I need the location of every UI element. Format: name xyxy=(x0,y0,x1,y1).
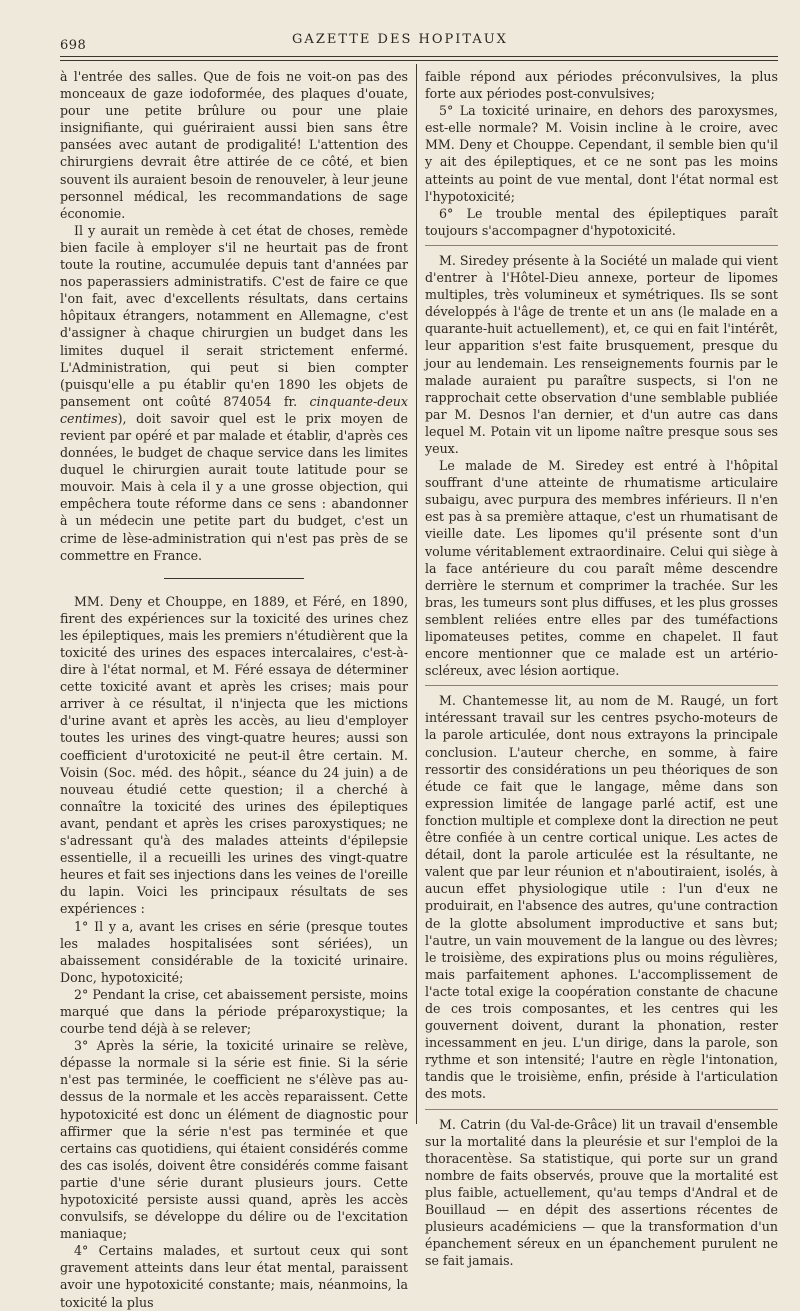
section-separator xyxy=(425,245,778,246)
page-number: 698 xyxy=(60,38,87,53)
list-item: 4° Certains malades, et surtout ceux qui sont gravement atteints dans leur état mental, paraissent avoir une hypotoxicité constante; mais, néanmoins, la toxicité la plus xyxy=(60,1243,408,1310)
column-divider xyxy=(416,64,417,1124)
section-separator xyxy=(425,685,778,686)
list-item: 6° Le trouble mental des épileptiques paraît toujours s'accompagner d'hypotoxicité. xyxy=(425,205,778,238)
paragraph xyxy=(60,222,408,564)
paragraph: M. Siredey présente à la Société un malade qui vient d'entrer à l'Hôtel-Dieu annexe, porteur de lipomes multiples, très volumineux et symétriques. Ils se sont développés à l'âge de trente et un ans (le malade en a quarante-huit actuellement), et, ce qui en fait l'intérêt, leur apparition s'est faite brusquement, presque du jour au lendemain. Les renseignements fournis par le malade auraient pu paraître suspects, si l'on ne rapprochait cette observation d'une semblable publiée par M. Desnos l'an dernier, et d'un autre cas dans lequel M. Potain vit un lipome naître presque sous ses yeux. xyxy=(425,252,778,456)
section-separator xyxy=(164,578,304,579)
paragraph: Le malade de M. Siredey est entré à l'hôpital souffrant d'une atteinte de rhumatisme articulaire subaigu, avec purpura des membres inférieurs. Il n'en est pas à sa première attaque, c'est un rhumatisant de vieille date. Les lipomes qu'il présente sont d'un volume véritablement extraordinaire. Celui qui siège à la face antérieure du cou paraît même descendre derrière le sternum et comprimer la trachée. Sur les bras, les tumeurs sont plus diffuses, et les plus grosses semblent reliées entre elles par des tuméfactions lipomateuses petites, comme en chapelet. Il faut encore mentionner que ce malade est un artério-scléreux, avec lésion aortique. xyxy=(425,458,778,679)
paragraph: à l'entrée des salles. Que de fois ne voit-on pas des monceaux de gaze iodoformée, des plaques d'ouate, pour une petite brûlure ou pour une plaie insignifiante, qui guériraient aussi bien sans être pansées avec autant de prodigalité! L'attention des chirurgiens devrait être attirée de ce côté, et bien souvent ils auraient besoin de renouveler, à leur jeune personnel médical, les recommandations de sage économie. xyxy=(60,69,408,221)
paragraph: M. Chantemesse lit, au nom de M. Raugé, un fort intéressant travail sur les centres psycho-moteurs de la parole articulée, dont nous extrayons la principale conclusion. L'auteur cherche, en somme, à faire ressortir des considérations un peu théoriques de son étude ce fait que le langage, même dans son expression limitée de langage parlé actif, est une fonction multiple et complexe dont la direction ne peut être confiée à un centre cortical unique. Les actes de détail, dont la parole articulée est la résultante, ne valent que par leur réunion et n'aboutiraient, isolés, à aucun effet physiologique utile : l'un d'eux ne produirait, en l'absence des autres, qu'une contraction de la glotte absolument improductive et sans but; l'autre, un vain mouvement de la langue ou des lèvres; le troisième, des expirations plus ou moins régulières, mais parfaitement aphones. L'accomplissement de l'acte total exige la coopération constante de chacune de ces trois composantes, et les centres qui les gouvernent doivent, durant la phonation, rester incessamment en jeu. L'un dirige, dans la parole, son rythme et son intensité; l'autre en règle l'intonation, tandis que le troisième, enfin, préside à l'articulation des mots. xyxy=(425,693,778,1102)
paragraph: faible répond aux périodes préconvulsives, la plus forte aux périodes post-convulsives; xyxy=(425,69,778,102)
list-item: 3° Après la série, la toxicité urinaire se relève, dépasse la normale si la série est finie. Si la série n'est pas terminée, le coefficient ne s'élève pas au-dessus de la normale et les accès reparaissent. Cette hypotoxicité est donc un élément de diagnostic pour affirmer que la série n'est pas terminée et que certains cas quotidiens, qui étaient considérés comme des cas isolés, doivent être considérés comme faisant partie d'une série durant plusieurs jours. Cette hypotoxicité persiste aussi quand, après les accès convulsifs, se développe du délire ou de l'excitation maniaque; xyxy=(60,1038,408,1242)
right-column xyxy=(425,68,778,1269)
list-item: 5° La toxicité urinaire, en dehors des paroxysmes, est-elle normale? M. Voisin incline à le croire, avec MM. Deny et Chouppe. Cependant, il semble bien qu'il y ait des épileptiques, et ce ne sont pas les moins atteints au point de vue mental, dont l'état normal est l'hypotoxicité; xyxy=(425,103,778,204)
paragraph: M. Catrin (du Val-de-Grâce) lit un travail d'ensemble sur la mortalité dans la pleurésie et sur l'emploi de la thoracentèse. Sa statistique, qui porte sur un grand nombre de faits observés, prouve que la mortalité est plus faible, actuellement, qu'au temps d'Andral et de Bouillaud — en dépit des assertions récentes de plusieurs académiciens — que la transformation d'un épanchement séreux en un épanchement purulent ne se fait jamais. xyxy=(425,1116,778,1269)
section-separator xyxy=(425,1109,778,1110)
paragraph-text: Il y aurait un remède à cet état de choses, remède bien facile à employer s'il ne heurtait pas de front toute la routine, accumulée depuis tant d'années par nos paperassiers administratifs. C'est de faire ce que l'on fait, avec d'excellents résultats, dans certains hôpitaux étrangers, notamment en Allemagne, c'est d'assigner à chaque chirurgien un budget dans les limites duquel il serait strictement enfermé. L'Administration, qui peut si bien compter (puisqu'elle a pu établir qu'en 1890 les objets de pansement ont coûté 874054 fr. xyxy=(60,222,408,409)
paragraph: MM. Deny et Chouppe, en 1889, et Féré, en 1890, firent des expériences sur la toxicité des urines chez les épileptiques, mais les premiers n'étudièrent que la toxicité des urines des espaces intercalaires, c'est-à-dire à l'état normal, et M. Féré essaya de déterminer cette toxicité avant et après les crises; mais pour arriver à ce résultat, il n'injecta que les mictions d'urine avant et après les accès, au lieu d'employer toutes les urines des vingt-quatre heures; aussi son coefficient d'urotoxicité ne peut-il être certain. M. Voisin (Soc. méd. des hôpit., séance du 24 juin) a de nouveau étudié cette question; il a cherché à connaître la toxicité des urines des épileptiques avant, pendant et après les crises paroxystiques; ne s'adressant qu'à des malades atteints d'épilepsie essentielle, il a recueilli les urines des vingt-quatre heures et fait ses injections dans les veines de l'oreille du lapin. Voici les principaux résultats de ses expériences : xyxy=(60,593,408,917)
emphasis-text: cinquante-deux centimes xyxy=(60,393,408,426)
header-rule xyxy=(60,56,778,57)
left-column xyxy=(60,68,408,1311)
list-item: 1° Il y a, avant les crises en série (presque toutes les malades hospitalisées sont sériées), un abaissement considérable de la toxicité urinaire. Donc, hypotoxicité; xyxy=(60,918,408,985)
paragraph-text: ), doit savoir quel est le prix moyen de revient par opéré et par malade et établir, d'après ces données, le budget de chaque service dans les limites duquel le chirurgien aurait toute latitude pour se mouvoir. Mais à cela il y a une grosse objection, qui empêchera toute réforme dans ce sens : abandonner à un médecin une petite part du budget, c'est un crime de lèse-administration qui n'est pas près de se commettre en France. xyxy=(60,410,408,563)
header-rule-double xyxy=(60,60,778,61)
list-item: 2° Pendant la crise, cet abaissement persiste, moins marqué que dans la période préparoxystique; la courbe tend déjà à se relever; xyxy=(60,986,408,1037)
running-head-title: GAZETTE DES HOPITAUX xyxy=(292,32,508,47)
